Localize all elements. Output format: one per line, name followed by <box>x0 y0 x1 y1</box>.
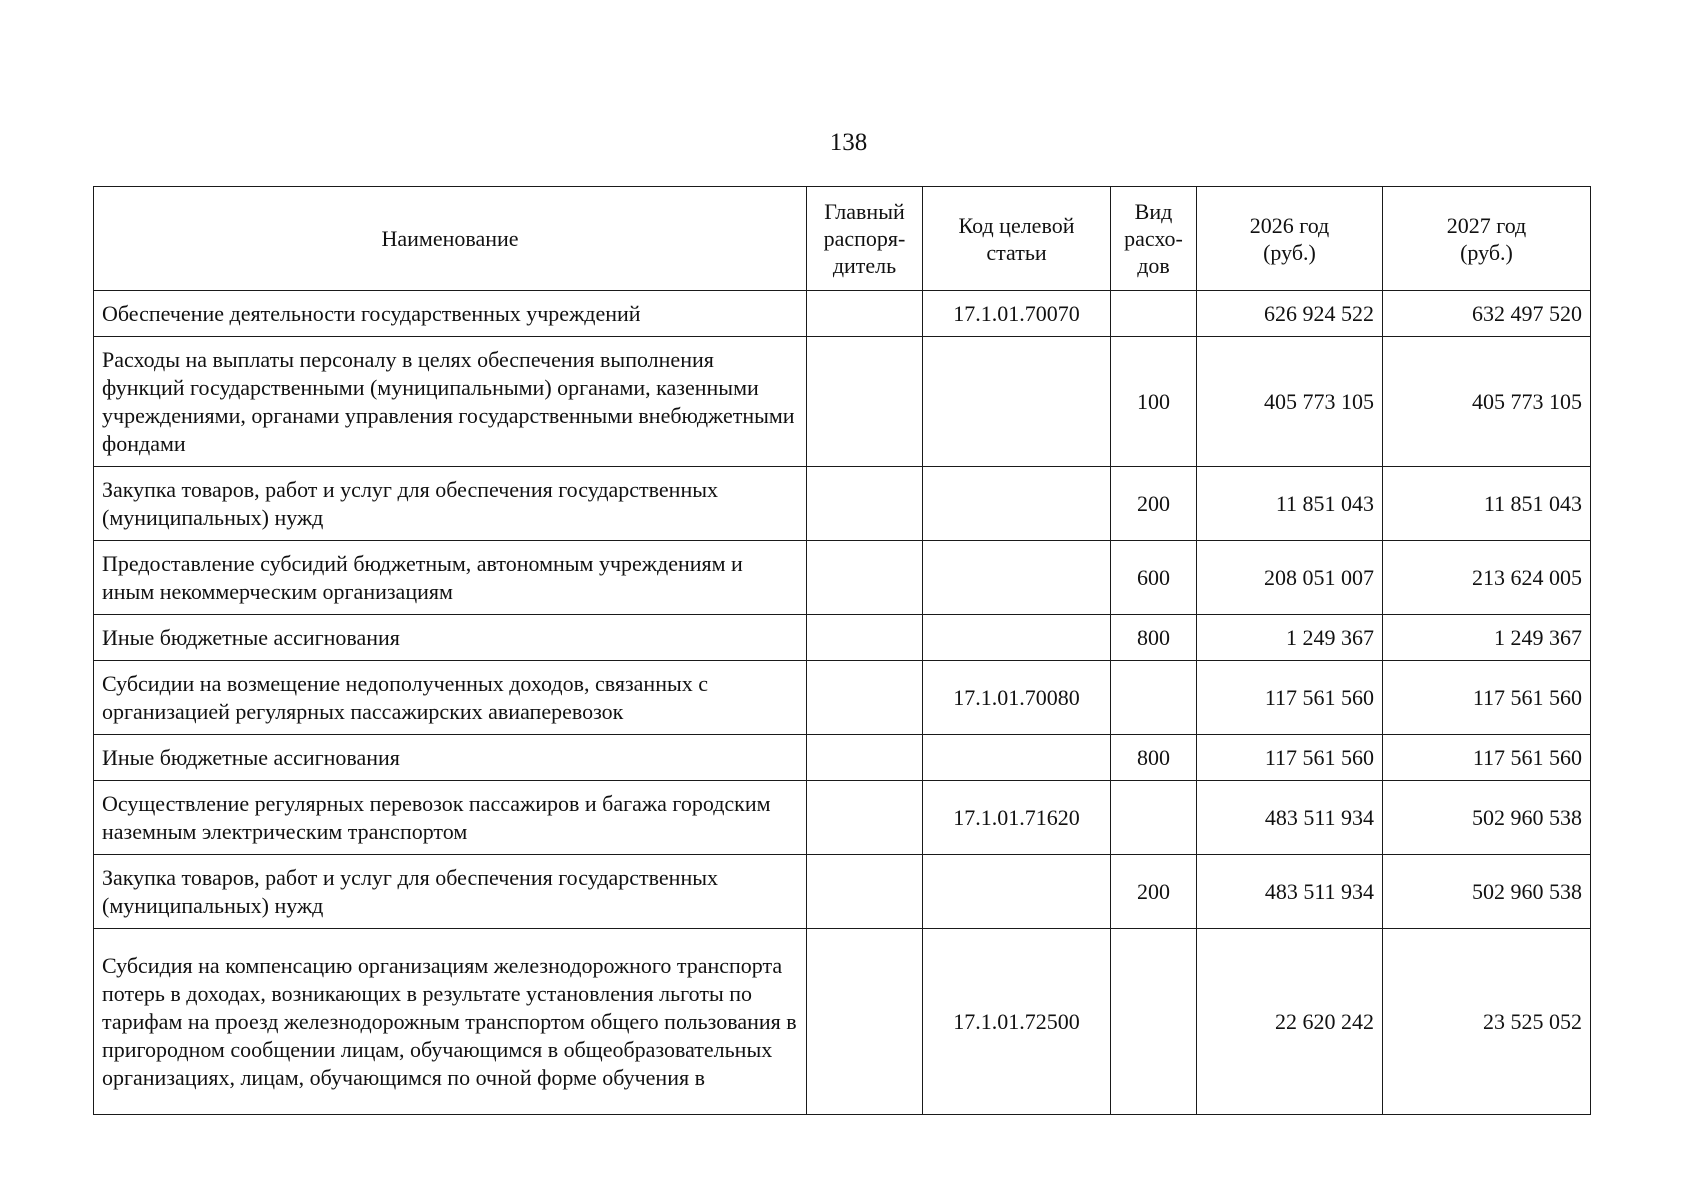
table-row <box>94 661 1591 735</box>
cell-name: Субсидии на возмещение недополученных доходов, связанных с организацией регулярных пассажирских авиаперевозок <box>94 661 807 735</box>
table-row <box>94 781 1591 855</box>
cell-2027: 405 773 105 <box>1383 337 1591 467</box>
cell-2026: 117 561 560 <box>1197 735 1383 781</box>
table-row <box>94 615 1591 661</box>
cell-manager <box>807 929 923 1115</box>
cell-manager <box>807 467 923 541</box>
cell-name: Обеспечение деятельности государственных учреждений <box>94 291 807 337</box>
cell-type <box>1111 291 1197 337</box>
cell-code <box>923 855 1111 929</box>
cell-2026: 483 511 934 <box>1197 781 1383 855</box>
header-row <box>94 187 1591 291</box>
cell-name: Расходы на выплаты персоналу в целях обеспечения выполнения функций государственными (муниципальными) органами, казенными учреждениями, органами управления государственными внебюджетными фондами <box>94 337 807 467</box>
cell-2026: 22 620 242 <box>1197 929 1383 1115</box>
cell-name: Закупка товаров, работ и услуг для обеспечения государственных (муниципальных) нужд <box>94 467 807 541</box>
cell-2026: 626 924 522 <box>1197 291 1383 337</box>
cell-type <box>1111 661 1197 735</box>
cell-manager <box>807 337 923 467</box>
cell-2027: 213 624 005 <box>1383 541 1591 615</box>
cell-manager <box>807 735 923 781</box>
cell-name: Закупка товаров, работ и услуг для обеспечения государственных (муниципальных) нужд <box>94 855 807 929</box>
cell-manager <box>807 781 923 855</box>
cell-code: 17.1.01.70080 <box>923 661 1111 735</box>
cell-manager <box>807 855 923 929</box>
cell-2026: 1 249 367 <box>1197 615 1383 661</box>
table-row <box>94 337 1591 467</box>
cell-type <box>1111 929 1197 1115</box>
cell-code: 17.1.01.72500 <box>923 929 1111 1115</box>
cell-2026: 208 051 007 <box>1197 541 1383 615</box>
cell-2026: 11 851 043 <box>1197 467 1383 541</box>
cell-code: 17.1.01.70070 <box>923 291 1111 337</box>
table-row <box>94 291 1591 337</box>
cell-code <box>923 615 1111 661</box>
page-number: 138 <box>829 129 868 156</box>
cell-manager <box>807 291 923 337</box>
cell-2026: 405 773 105 <box>1197 337 1383 467</box>
table-row <box>94 855 1591 929</box>
cell-2027: 11 851 043 <box>1383 467 1591 541</box>
cell-2027: 117 561 560 <box>1383 735 1591 781</box>
cell-2027: 502 960 538 <box>1383 781 1591 855</box>
cell-name: Осуществление регулярных перевозок пассажиров и багажа городским наземным электрическим транспортом <box>94 781 807 855</box>
cell-type: 200 <box>1111 467 1197 541</box>
table-row <box>94 929 1591 1115</box>
cell-type: 100 <box>1111 337 1197 467</box>
header-code: Код целевой статьи <box>923 187 1111 291</box>
cell-type: 200 <box>1111 855 1197 929</box>
cell-type: 600 <box>1111 541 1197 615</box>
table-row <box>94 735 1591 781</box>
cell-name: Иные бюджетные ассигнования <box>94 615 807 661</box>
header-manager: Главный распоря- дитель <box>807 187 923 291</box>
cell-2026: 483 511 934 <box>1197 855 1383 929</box>
cell-2027: 117 561 560 <box>1383 661 1591 735</box>
cell-2027: 502 960 538 <box>1383 855 1591 929</box>
cell-name: Субсидия на компенсацию организациям железнодорожного транспорта потерь в доходах, возникающих в результате установления льготы по тарифам на проезд железнодорожным транспортом общего пользования в пригородном сообщении лицам, обучающимся в общеобразовательных организациях, лицам, обучающимся по очной форме обучения в <box>94 929 807 1115</box>
cell-2027: 632 497 520 <box>1383 291 1591 337</box>
budget-table <box>93 186 1591 1115</box>
cell-code <box>923 735 1111 781</box>
cell-type: 800 <box>1111 735 1197 781</box>
cell-code: 17.1.01.71620 <box>923 781 1111 855</box>
cell-2026: 117 561 560 <box>1197 661 1383 735</box>
header-2027: 2027 год (руб.) <box>1383 187 1591 291</box>
cell-type: 800 <box>1111 615 1197 661</box>
cell-name: Предоставление субсидий бюджетным, автономным учреждениям и иным некоммерческим организациям <box>94 541 807 615</box>
cell-manager <box>807 615 923 661</box>
header-2026: 2026 год (руб.) <box>1197 187 1383 291</box>
cell-manager <box>807 661 923 735</box>
cell-code <box>923 541 1111 615</box>
cell-2027: 1 249 367 <box>1383 615 1591 661</box>
cell-type <box>1111 781 1197 855</box>
cell-manager <box>807 541 923 615</box>
table-row <box>94 467 1591 541</box>
header-name: Наименование <box>94 187 807 291</box>
header-type: Вид расхо- дов <box>1111 187 1197 291</box>
cell-name: Иные бюджетные ассигнования <box>94 735 807 781</box>
table-row <box>94 541 1591 615</box>
cell-code <box>923 467 1111 541</box>
cell-code <box>923 337 1111 467</box>
cell-2027: 23 525 052 <box>1383 929 1591 1115</box>
